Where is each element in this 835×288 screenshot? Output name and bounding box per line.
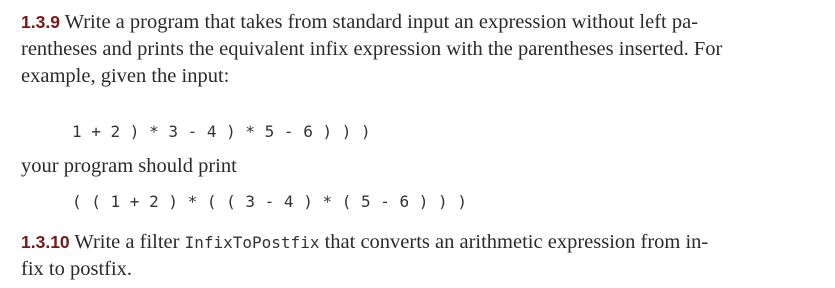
exercise-1-3-10-line-1 — [21, 229, 821, 256]
input-expression-code: 1 + 2 ) * 3 - 4 ) * 5 - 6 ) ) ) — [72, 122, 371, 141]
exercise-1-3-9-line-3: example, given the input: — [21, 65, 230, 87]
exercise-text-after: that converts an arithmetic expression from in- — [324, 231, 709, 253]
print-instruction: your program should print — [21, 155, 237, 177]
class-name-code: InfixToPostfix — [184, 233, 320, 252]
exercise-1-3-9-line-1 — [21, 9, 821, 36]
exercise-text: Write a program that takes from standard input an expression without left pa- — [64, 11, 699, 33]
exercise-text-before: Write a filter — [74, 231, 180, 253]
exercise-number: 1.3.10 — [21, 232, 70, 252]
exercise-1-3-9-line-2: rentheses and prints the equivalent infix expression with the parentheses inserted. For — [21, 38, 723, 60]
output-expression-code: ( ( 1 + 2 ) * ( ( 3 - 4 ) * ( 5 - 6 ) ) ) — [72, 192, 467, 211]
exercise-1-3-10 — [21, 229, 821, 283]
exercise-number: 1.3.9 — [21, 12, 60, 32]
exercise-1-3-10-line-2: fix to postfix. — [21, 258, 133, 280]
exercise-1-3-9 — [21, 9, 821, 90]
